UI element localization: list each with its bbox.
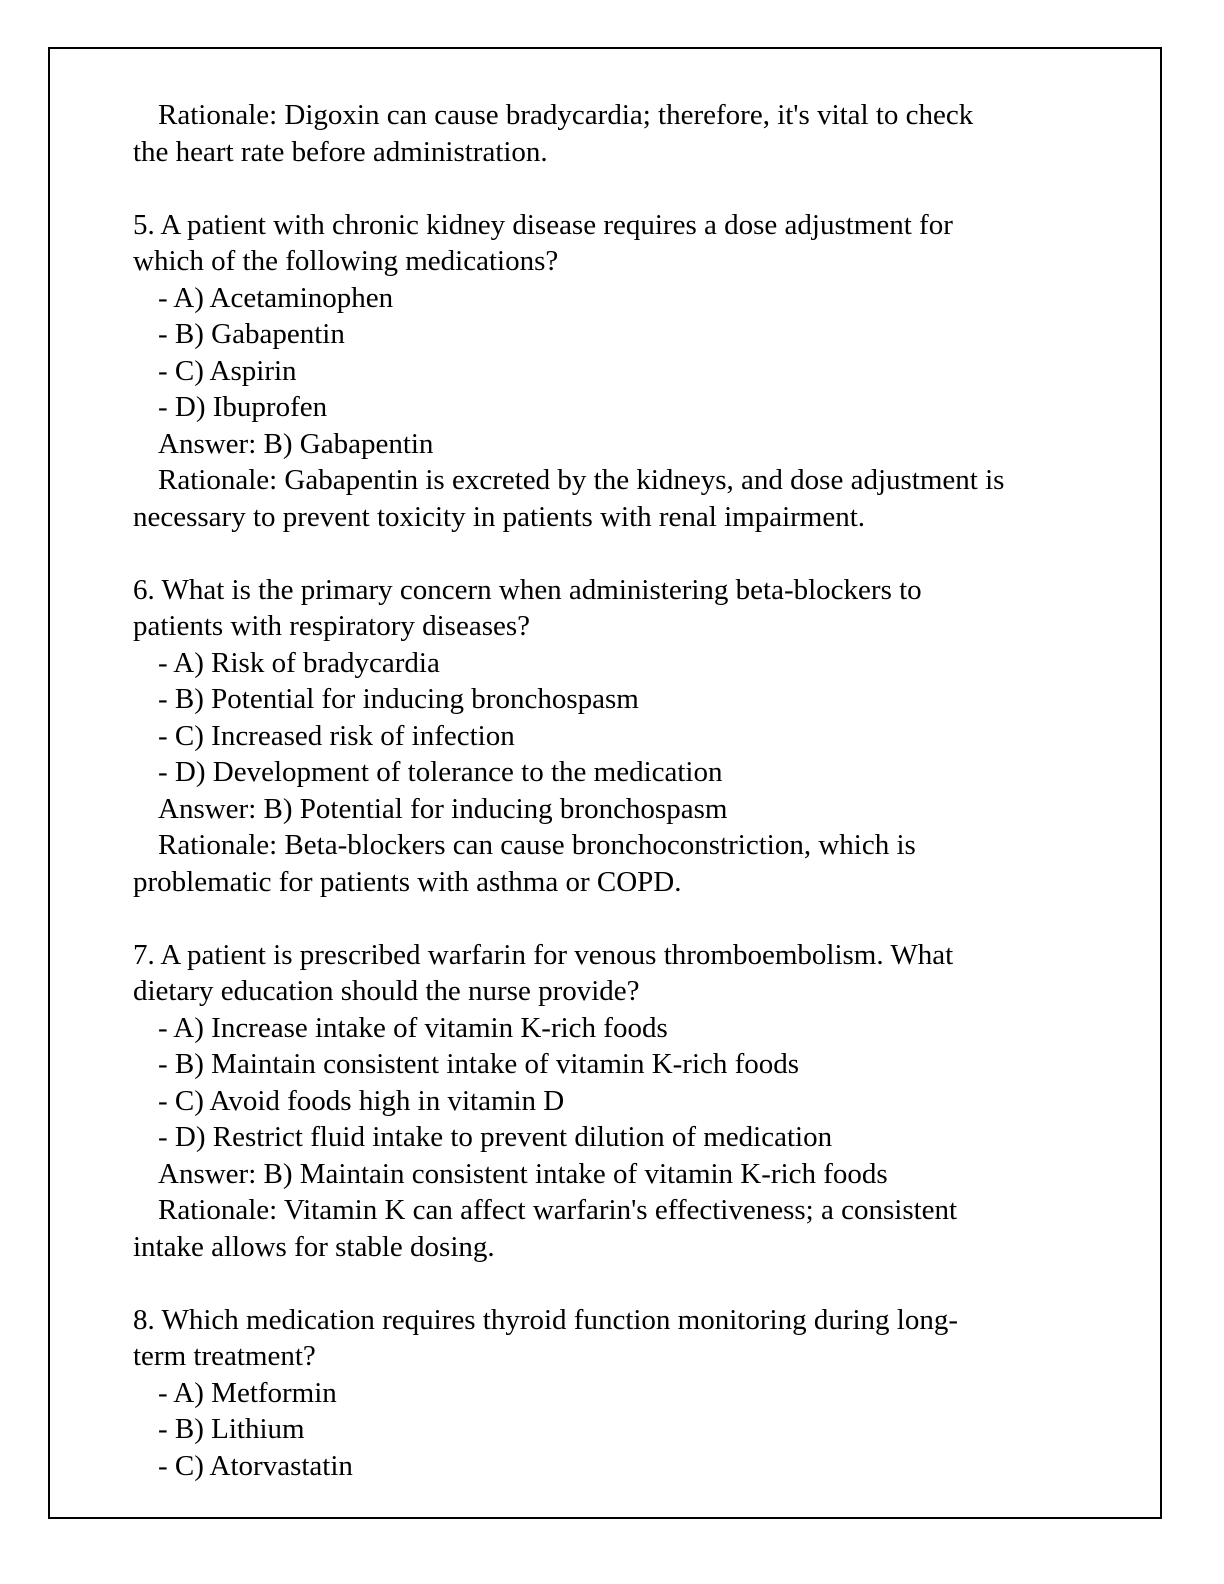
option-a: - A) Risk of bradycardia bbox=[158, 646, 440, 679]
rationale-text: Rationale: Vitamin K can affect warfarin's effectiveness; a consistent bbox=[158, 1194, 958, 1226]
question-text: 5. A patient with chronic kidney disease requires a dose adjustment for bbox=[133, 208, 953, 241]
option-c: - C) Avoid foods high in vitamin D bbox=[158, 1084, 565, 1117]
answer-text: Answer: B) Maintain consistent intake of vitamin K-rich foods bbox=[158, 1157, 888, 1190]
rationale-text: Rationale: Digoxin can cause bradycardia; therefore, it's vital to check bbox=[158, 99, 974, 131]
rationale-text: intake allows for stable dosing. bbox=[133, 1230, 495, 1263]
question-text: 6. What is the primary concern when administering beta-blockers to bbox=[133, 573, 922, 606]
spacer bbox=[133, 535, 1103, 572]
rationale-text: necessary to prevent toxicity in patients with renal impairment. bbox=[133, 500, 866, 533]
option-d: - D) Ibuprofen bbox=[158, 391, 328, 423]
question-text: 7. A patient is prescribed warfarin for venous thromboembolism. What bbox=[133, 938, 954, 971]
document-body bbox=[133, 97, 1103, 1484]
option-c: - C) Aspirin bbox=[158, 354, 297, 387]
spacer bbox=[133, 170, 1103, 207]
option-b: - B) Lithium bbox=[158, 1413, 305, 1445]
option-a: - A) Metformin bbox=[158, 1376, 337, 1409]
answer-text: Answer: B) Potential for inducing bronchospasm bbox=[158, 792, 728, 825]
question-block-7 bbox=[133, 937, 1103, 1266]
rationale-text: Rationale: Beta-blockers can cause bronchoconstriction, which is bbox=[158, 829, 916, 861]
spacer bbox=[133, 900, 1103, 937]
spacer bbox=[133, 1265, 1103, 1302]
rationale-text: Rationale: Gabapentin is excreted by the kidneys, and dose adjustment is bbox=[158, 464, 1005, 496]
answer-text: Answer: B) Gabapentin bbox=[158, 427, 434, 460]
question-text: patients with respiratory diseases? bbox=[133, 610, 531, 642]
question-text: term treatment? bbox=[133, 1340, 316, 1372]
option-c: - C) Atorvastatin bbox=[158, 1449, 353, 1482]
question-block-5 bbox=[133, 207, 1103, 536]
option-c: - C) Increased risk of infection bbox=[158, 719, 515, 752]
question-text: 8. Which medication requires thyroid function monitoring during long- bbox=[133, 1303, 958, 1336]
option-b: - B) Gabapentin bbox=[158, 318, 345, 350]
rationale-text: the heart rate before administration. bbox=[133, 135, 548, 168]
option-d: - D) Restrict fluid intake to prevent dilution of medication bbox=[158, 1121, 833, 1153]
question-text: which of the following medications? bbox=[133, 245, 559, 277]
option-b: - B) Maintain consistent intake of vitamin K-rich foods bbox=[158, 1048, 800, 1080]
rationale-text: problematic for patients with asthma or COPD. bbox=[133, 865, 682, 898]
question-block-8 bbox=[133, 1302, 1103, 1485]
option-a: - A) Acetaminophen bbox=[158, 281, 394, 314]
question-block-6 bbox=[133, 572, 1103, 901]
question-text: dietary education should the nurse provide? bbox=[133, 975, 640, 1007]
option-b: - B) Potential for inducing bronchospasm bbox=[158, 683, 639, 715]
option-a: - A) Increase intake of vitamin K-rich foods bbox=[158, 1011, 668, 1044]
intro-rationale bbox=[133, 97, 1103, 170]
option-d: - D) Development of tolerance to the medication bbox=[158, 756, 723, 788]
